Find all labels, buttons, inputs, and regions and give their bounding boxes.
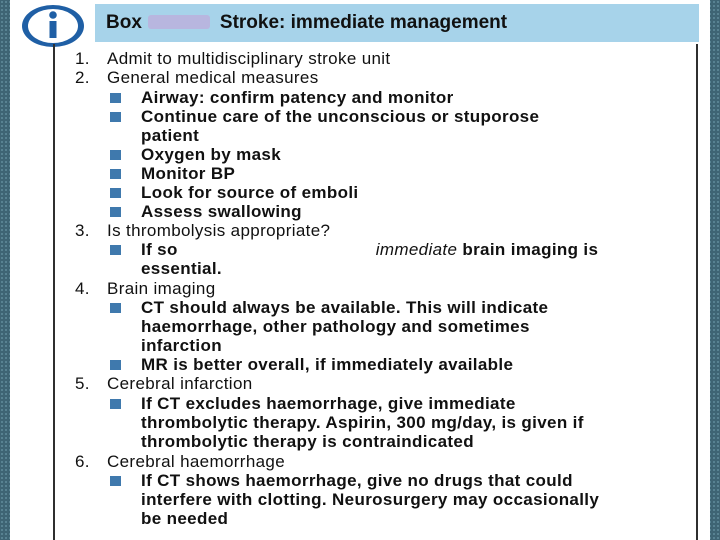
bullet-text: brain imaging is <box>457 240 599 259</box>
bullet-text: Monitor BP <box>141 164 236 183</box>
bullet-text: If CT excludes haemorrhage, give immediate <box>141 394 516 413</box>
square-bullet-icon <box>110 245 121 255</box>
item-text: Cerebral haemorrhage <box>107 452 286 471</box>
box-number-redaction <box>148 15 210 29</box>
bullet-text: Airway: confirm patency and monitor <box>141 88 454 107</box>
item-number: 6. <box>75 452 90 471</box>
square-bullet-icon <box>110 169 121 179</box>
bullet-text: MR is better overall, if immediately available <box>141 355 514 374</box>
bullet-text: haemorrhage, other pathology and sometimes <box>141 317 530 336</box>
bullet-text: Oxygen by mask <box>141 145 282 164</box>
item-text: Cerebral infarction <box>107 374 253 393</box>
item-number: 1. <box>75 49 90 68</box>
square-bullet-icon <box>110 476 121 486</box>
bullet-text: infarction <box>141 336 222 355</box>
square-bullet-icon <box>110 399 121 409</box>
item-text: Is thrombolysis appropriate? <box>107 221 331 240</box>
bullet-text: CT should always be available. This will indicate <box>141 298 549 317</box>
bullet-text: Continue care of the unconscious or stuporose <box>141 107 540 126</box>
info-icon <box>21 4 85 48</box>
square-bullet-icon <box>110 303 121 313</box>
bullet-text-italic: immediate <box>375 240 458 259</box>
box-prefix: Box <box>106 12 142 33</box>
bullet-text: interfere with clotting. Neurosurgery may occasionally <box>141 490 600 509</box>
item-number: 3. <box>75 221 90 240</box>
bullet-text: patient <box>141 126 200 145</box>
box-title-text: Stroke: immediate management <box>219 12 508 33</box>
bullet-text: Look for source of emboli <box>141 183 359 202</box>
item-number: 4. <box>75 279 90 298</box>
item-number: 5. <box>75 374 90 393</box>
bullet-text: thrombolytic therapy is contraindicated <box>141 432 474 451</box>
square-bullet-icon <box>110 112 121 122</box>
bullet-text: thrombolytic therapy. Aspirin, 300 mg/day, is given if <box>141 413 584 432</box>
box-title <box>106 11 507 35</box>
item-text: Brain imaging <box>107 279 216 298</box>
box-content <box>53 44 698 540</box>
slide <box>10 0 710 540</box>
bullet-text: If CT shows haemorrhage, give no drugs that could <box>141 471 573 490</box>
square-bullet-icon <box>110 207 121 217</box>
item-number: 2. <box>75 68 90 87</box>
bullet-text: If so <box>141 240 178 259</box>
square-bullet-icon <box>110 150 121 160</box>
bullet-text: Assess swallowing <box>141 202 302 221</box>
bullet-text: be needed <box>141 509 229 528</box>
square-bullet-icon <box>110 93 121 103</box>
bullet-text: essential. <box>141 259 222 278</box>
square-bullet-icon <box>110 360 121 370</box>
item-text: General medical measures <box>107 68 319 87</box>
item-text: Admit to multidisciplinary stroke unit <box>107 49 391 68</box>
square-bullet-icon <box>110 188 121 198</box>
